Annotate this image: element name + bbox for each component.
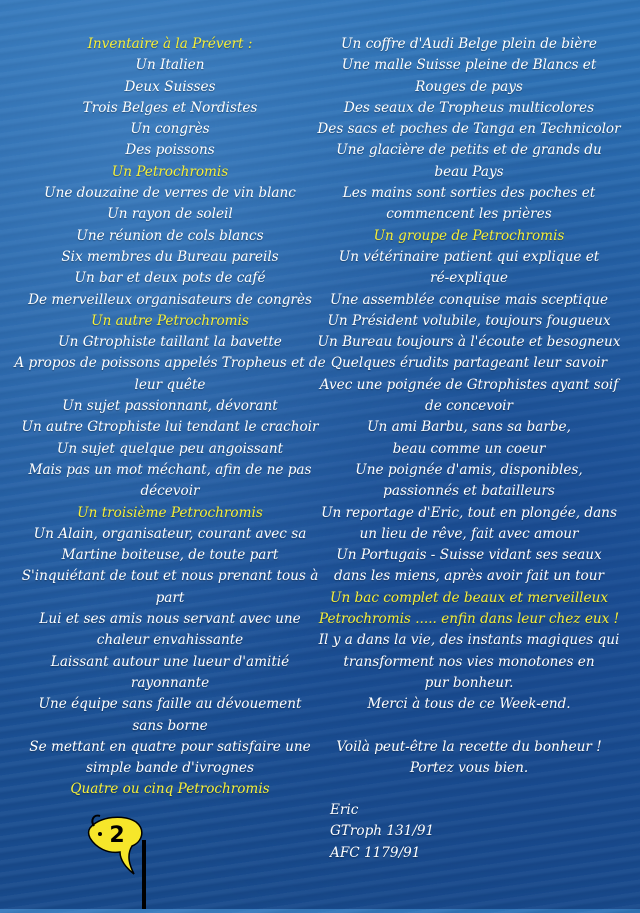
- poem-line: décevoir: [140, 483, 200, 500]
- poem-line: Un congrès: [130, 121, 210, 138]
- page-number: 2: [109, 823, 125, 848]
- poem-line: Un sujet quelque peu angoissant: [56, 440, 284, 457]
- poem-line: Mais pas un mot méchant, afin de ne pas: [28, 461, 312, 478]
- poem-line: Portez vous bien.: [409, 759, 529, 776]
- poem-line: Un Bureau toujours à l'écoute et besogneux: [317, 334, 621, 351]
- poem-line: Six membres du Bureau pareils: [61, 248, 279, 265]
- poem-line: Rouges de pays: [415, 78, 523, 95]
- poem-line: Des poissons: [125, 142, 215, 159]
- poem-line: simple bande d'ivrognes: [86, 760, 254, 777]
- poem-line: Les mains sont sorties des poches et: [342, 185, 596, 202]
- poem-line: Une équipe sans faille au dévouement: [38, 696, 302, 713]
- poem-line: rayonnante: [130, 674, 210, 691]
- poem-line: Martine boiteuse, de toute part: [61, 547, 279, 564]
- poem-line: Un autre Petrochromis: [91, 312, 249, 329]
- signature-block: [330, 800, 434, 864]
- poem-left-column: [14, 34, 326, 801]
- poem-line: Inventaire à la Prévert :: [87, 36, 253, 52]
- poem-line: Un ami Barbu, sans sa barbe,: [367, 419, 571, 436]
- poem-line: Laissant autour une lueur d'amitié: [50, 653, 290, 670]
- poem-line: Une poignée d'amis, disponibles,: [355, 461, 583, 478]
- poem-line: Un groupe de Petrochromis: [373, 227, 565, 244]
- poem-line: Petrochromis ..... enfin dans leur chez eux !: [318, 611, 620, 628]
- poem-line: De merveilleux organisateurs de congrès: [28, 291, 312, 308]
- poem-line: Merci à tous de ce Week-end.: [367, 696, 571, 713]
- poem-line: un lieu de rêve, fait avec amour: [359, 525, 579, 542]
- poem-line: sans borne: [132, 717, 208, 734]
- poem-line: A propos de poissons appelés Tropheus et de: [14, 355, 326, 372]
- poem-line: de concevoir: [425, 398, 513, 415]
- poem-line: beau Pays: [434, 163, 504, 180]
- poem-line: Un Portugais - Suisse vidant ses seaux: [336, 547, 602, 564]
- poem-line: Un reportage d'Eric, tout en plongée, dans: [321, 504, 617, 521]
- poem-line: commencent les prières: [386, 206, 552, 223]
- poem-line: Une douzaine de verres de vin blanc: [44, 185, 296, 202]
- poem-line: Une réunion de cols blancs: [76, 227, 264, 244]
- poem-line: Un rayon de soleil: [107, 206, 233, 223]
- poem-line: Lui et ses amis nous servant avec une: [39, 611, 301, 628]
- poem-line: Une glacière de petits et de grands du: [336, 142, 602, 159]
- poem-line: part: [155, 589, 185, 606]
- signature-name: Eric: [330, 802, 359, 818]
- poem-line: Un Petrochromis: [111, 163, 229, 180]
- poem-line: dans les miens, après avoir fait un tour: [334, 568, 604, 585]
- poem-line: Quatre ou cinq Petrochromis: [70, 781, 270, 798]
- poem-line: Il y a dans la vie, des instants magiques qui: [318, 632, 620, 649]
- poem-line: beau comme un coeur: [392, 440, 546, 457]
- poem-line: Un bac complet de beaux et merveilleux: [330, 589, 608, 606]
- poem-line: Une malle Suisse pleine de Blancs et: [341, 57, 597, 74]
- poem-line: Un vétérinaire patient qui explique et: [338, 248, 600, 265]
- poem-line: Un Italien: [135, 57, 205, 74]
- poem-line: Avec une poignée de Gtrophistes ayant soif: [319, 376, 619, 393]
- poem-line: Quelques érudits partageant leur savoir: [330, 355, 608, 372]
- poem-line: Un Alain, organisateur, courant avec sa: [33, 525, 307, 542]
- poem-line: Un Gtrophiste taillant la bavette: [58, 334, 282, 351]
- poem-line: Un sujet passionnant, dévorant: [62, 398, 278, 415]
- poem-line: Voilà peut-être la recette du bonheur !: [336, 738, 602, 755]
- signature-afc-id: AFC 1179/91: [330, 844, 421, 861]
- poem-line: Se mettant en quatre pour satisfaire une: [29, 738, 311, 755]
- poem-right-column: [317, 34, 621, 779]
- poem-line: Une assemblée conquise mais sceptique: [329, 291, 608, 308]
- poem-line: ré-explique: [430, 270, 508, 287]
- poem-line: Un coffre d'Audi Belge plein de bière: [341, 36, 597, 52]
- page-number-badge: [86, 812, 150, 909]
- poem-line: Des seaux de Tropheus multicolores: [343, 99, 595, 116]
- poem-line: passionnés et batailleurs: [383, 483, 555, 500]
- poem-line: Un bar et deux pots de café: [74, 270, 266, 287]
- poem-line: transforment nos vies monotones en: [343, 653, 595, 670]
- poem-line: leur quête: [134, 376, 206, 393]
- poem-line: chaleur envahissante: [96, 632, 244, 649]
- fish-logo-icon: [86, 812, 150, 909]
- poem-line: pur bonheur.: [424, 674, 514, 691]
- poem-line: Trois Belges et Nordistes: [82, 99, 258, 116]
- poem-line: S'inquiétant de tout et nous prenant tous à: [21, 568, 319, 585]
- signature-gtroph-id: GTroph 131/91: [330, 823, 435, 840]
- poem-line: Un autre Gtrophiste lui tendant le crachoir: [21, 419, 319, 436]
- poem-line: Un troisième Petrochromis: [77, 504, 263, 521]
- poem-line: Deux Suisses: [124, 78, 216, 95]
- poem-line: Un Président volubile, toujours fougueux: [327, 312, 611, 329]
- poem-line: Des sacs et poches de Tanga en Technicolor: [317, 121, 621, 138]
